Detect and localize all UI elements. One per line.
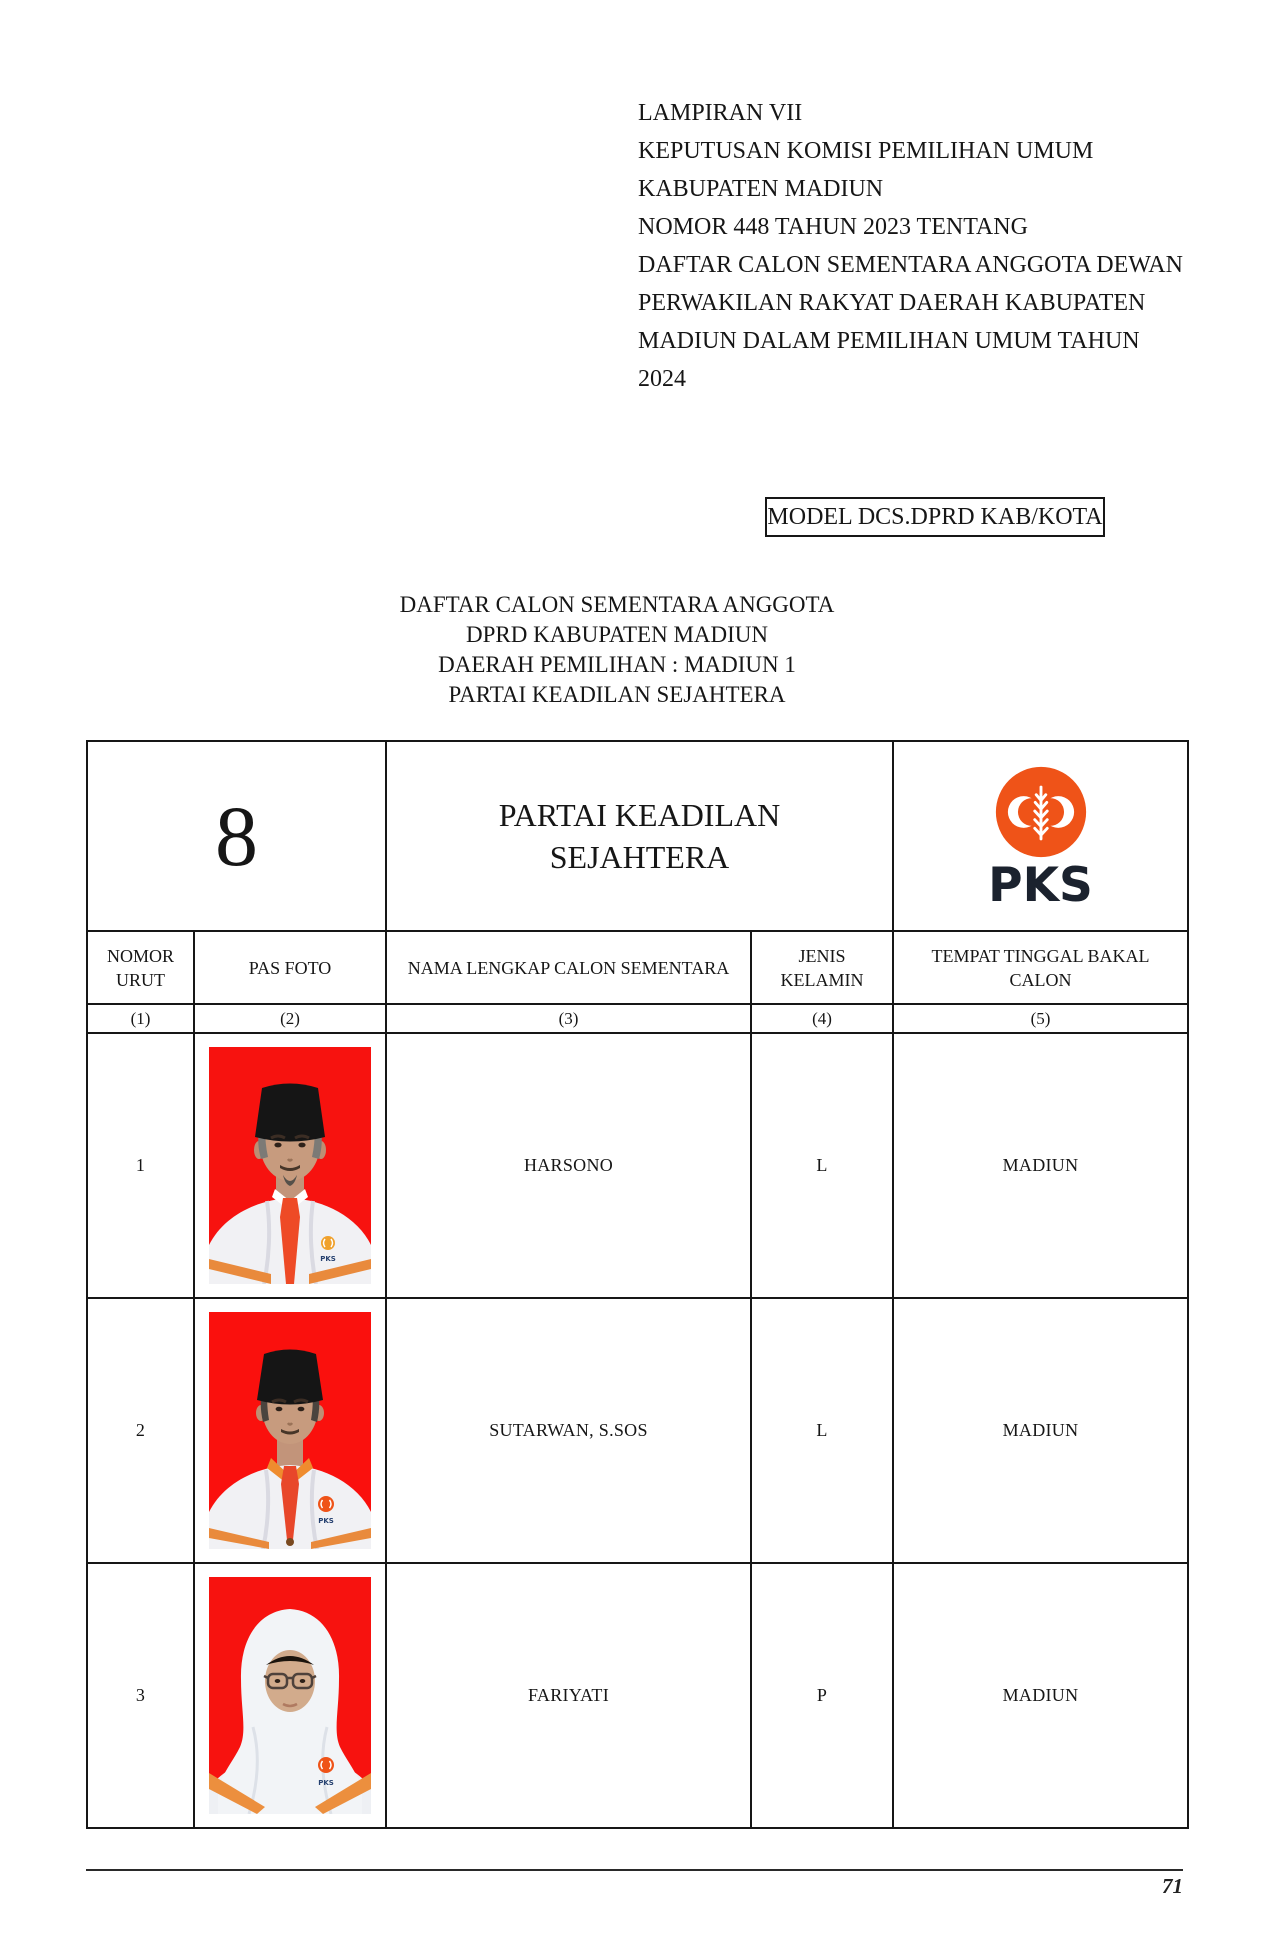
ordinal-label: (2) [280,1008,300,1028]
candidate-name-cell [387,1564,752,1829]
candidate-gender-cell [752,1564,894,1829]
col-header-pas-foto [195,932,387,1005]
candidate-gender: L [816,1155,828,1175]
candidate-number: 3 [135,1685,146,1705]
pks-logo [988,764,1093,913]
party-number: 8 [215,788,258,884]
candidate-number: 2 [135,1420,146,1440]
ordinal-label: (5) [1030,1008,1051,1028]
ordinal-label: (3) [558,1008,579,1028]
col-header-label: TEMPAT TINGGAL BAKAL CALON [931,945,1150,990]
candidate-row-number [88,1564,195,1829]
col-header-nomor-urut [88,932,195,1005]
doc-title-line: DPRD KABUPATEN MADIUN [465,622,769,647]
footer-rule [86,1869,1183,1871]
ordinal-cell [752,1005,894,1034]
candidate-photo-cell [195,1034,387,1299]
model-label: MODEL DCS.DPRD KAB/KOTA [767,503,1103,530]
letterhead-line: DAFTAR CALON SEMENTARA ANGGOTA DEWAN [638,252,1183,278]
col-header-label: NAMA LENGKAP CALON SEMENTARA [407,957,730,978]
col-header-nama-lengkap [387,932,752,1005]
doc-title-line: DAFTAR CALON SEMENTARA ANGGOTA [399,592,835,617]
col-header-label: PAS FOTO [248,957,332,978]
letterhead [638,94,1198,398]
ordinal-label: (1) [130,1008,151,1028]
col-header-tempat-tinggal [894,932,1189,1005]
col-header-label: JENIS KELAMIN [780,945,864,990]
ordinal-cell [195,1005,387,1034]
photo-pin-label: PKS [320,1255,336,1263]
letterhead-line: MADIUN DALAM PEMILIHAN UMUM TAHUN [638,328,1140,354]
letterhead-line: KEPUTUSAN KOMISI PEMILIHAN UMUM [638,138,1094,164]
candidate-table [86,740,1189,1829]
pks-logo-icon [993,764,1089,860]
candidate-name: HARSONO [523,1155,614,1175]
candidate-gender: L [816,1420,828,1440]
candidate-city-cell [894,1564,1189,1829]
candidate-row-number [88,1034,195,1299]
ordinal-cell [88,1005,195,1034]
pks-wordmark: PKS [988,857,1093,913]
candidate-photo [209,1312,371,1549]
letterhead-line: NOMOR 448 TAHUN 2023 TENTANG [638,214,1028,240]
candidate-name: SUTARWAN, S.SOS [489,1420,648,1440]
page-number: 71 [1162,1874,1183,1898]
candidate-gender-cell [752,1299,894,1564]
candidate-city-cell [894,1299,1189,1564]
candidate-number: 1 [135,1155,146,1175]
candidate-photo-cell [195,1299,387,1564]
col-header-jenis-kelamin [752,932,894,1005]
party-name: PARTAI KEADILAN SEJAHTERA [498,797,781,875]
candidate-photo [209,1047,371,1284]
ordinal-cell [894,1005,1189,1034]
candidate-gender: P [816,1685,828,1705]
ordinal-cell [387,1005,752,1034]
party-number-cell [88,742,387,932]
party-name-cell [387,742,894,932]
candidate-city: MADIUN [1002,1155,1079,1175]
candidate-gender-cell [752,1034,894,1299]
candidate-name: FARIYATI [527,1685,610,1705]
model-label-box [765,497,1105,537]
candidate-city: MADIUN [1002,1685,1079,1705]
candidate-photo [209,1577,371,1814]
ordinal-label: (4) [812,1008,832,1028]
doc-title-line: PARTAI KEADILAN SEJAHTERA [448,682,786,707]
candidate-name-cell [387,1299,752,1564]
letterhead-line: LAMPIRAN VII [638,100,803,126]
doc-title [86,590,1148,710]
letterhead-line: PERWAKILAN RAKYAT DAERAH KABUPATEN [638,290,1146,316]
photo-pin-label: PKS [318,1517,334,1525]
doc-title-line: DAERAH PEMILIHAN : MADIUN 1 [438,652,796,677]
letterhead-line: 2024 [638,366,686,392]
candidate-name-cell [387,1034,752,1299]
letterhead-line: KABUPATEN MADIUN [638,176,884,202]
col-header-label: NOMOR URUT [106,945,174,990]
photo-pin-label: PKS [318,1779,334,1787]
candidate-photo-cell [195,1564,387,1829]
candidate-row-number [88,1299,195,1564]
party-logo-cell [894,742,1189,932]
candidate-city: MADIUN [1002,1420,1079,1440]
candidate-city-cell [894,1034,1189,1299]
